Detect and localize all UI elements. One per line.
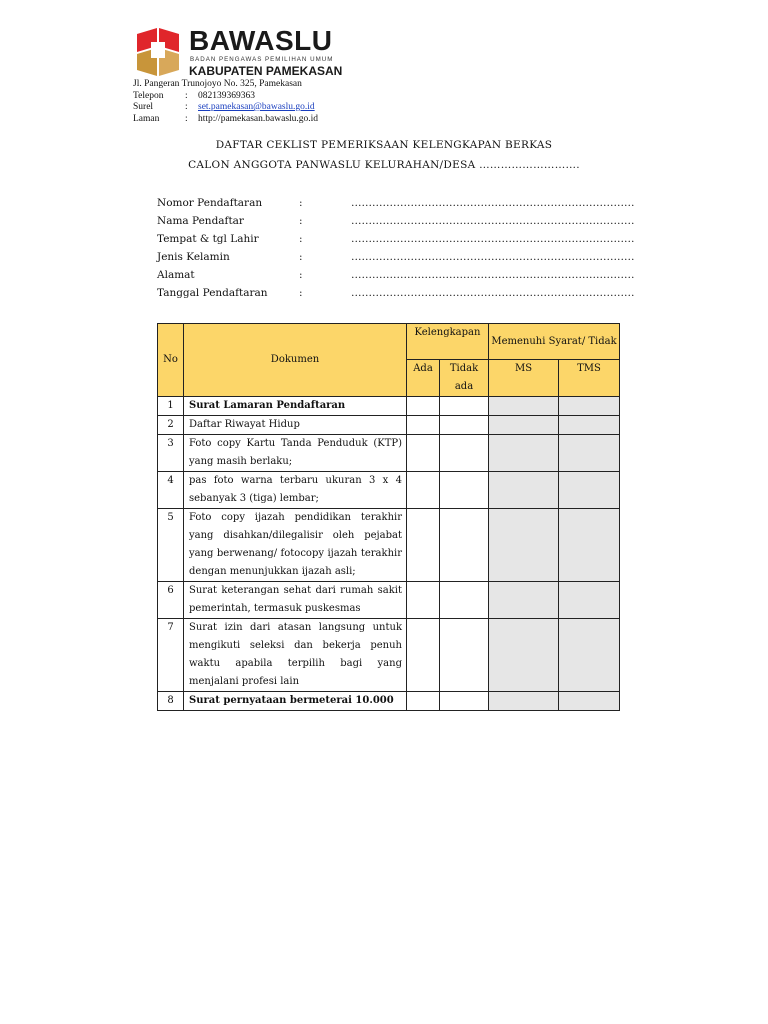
- check-tms[interactable]: [559, 416, 620, 435]
- check-tidak-ada[interactable]: [440, 472, 489, 509]
- contact-email: [133, 102, 318, 114]
- form-colon: :: [299, 287, 303, 299]
- email-link[interactable]: set.pamekasan@bawaslu.go.id: [198, 102, 315, 112]
- form-label: Jenis Kelamin: [157, 251, 230, 263]
- form-colon: :: [299, 269, 303, 281]
- logo-subtitle: BADAN PENGAWAS PEMILIHAN UMUM: [190, 56, 334, 63]
- check-tidak-ada[interactable]: [440, 435, 489, 472]
- header-tms: TMS: [559, 360, 620, 397]
- contact-label: Telepon: [133, 90, 164, 101]
- bawaslu-emblem-icon: [133, 24, 183, 80]
- check-ada[interactable]: [407, 692, 440, 711]
- row-document: Surat Lamaran Pendaftaran: [184, 397, 407, 416]
- form-row-nomor: [157, 194, 635, 212]
- row-document: Foto copy Kartu Tanda Penduduk (KTP) yang masih berlaku;: [184, 435, 407, 472]
- check-ms[interactable]: [489, 435, 559, 472]
- check-tidak-ada[interactable]: [440, 582, 489, 619]
- check-tms[interactable]: [559, 692, 620, 711]
- row-number: 7: [158, 619, 184, 692]
- table-row: [158, 582, 620, 619]
- row-document: Surat keterangan sehat dari rumah sakit pemerintah, termasuk puskesmas: [184, 582, 407, 619]
- check-tms[interactable]: [559, 619, 620, 692]
- table-row: [158, 619, 620, 692]
- row-number: 5: [158, 509, 184, 582]
- table-row: [158, 397, 620, 416]
- check-tms[interactable]: [559, 397, 620, 416]
- check-tidak-ada[interactable]: [440, 619, 489, 692]
- check-ms[interactable]: [489, 472, 559, 509]
- form-colon: :: [299, 197, 303, 209]
- table-row: [158, 509, 620, 582]
- form-blank-line[interactable]: ………………………………………………………………………: [351, 269, 635, 281]
- check-ada[interactable]: [407, 397, 440, 416]
- check-ada[interactable]: [407, 582, 440, 619]
- contact-sep: :: [185, 90, 188, 101]
- row-number: 8: [158, 692, 184, 711]
- contact-value: 082139369363: [198, 90, 255, 101]
- form-row-alamat: [157, 266, 635, 284]
- form-colon: :: [299, 215, 303, 227]
- check-tms[interactable]: [559, 509, 620, 582]
- check-ms[interactable]: [489, 619, 559, 692]
- check-ada[interactable]: [407, 435, 440, 472]
- check-tidak-ada[interactable]: [440, 509, 489, 582]
- form-label: Alamat: [157, 269, 195, 281]
- check-ms[interactable]: [489, 582, 559, 619]
- form-blank-line[interactable]: ………………………………………………………………………: [351, 287, 635, 299]
- document-title: DAFTAR CEKLIST PEMERIKSAAN KELENGKAPAN BERKAS: [215, 139, 553, 151]
- check-ms[interactable]: [489, 397, 559, 416]
- check-ada[interactable]: [407, 416, 440, 435]
- address-line: Jl. Pangeran Trunojoyo No. 325, Pamekasan: [133, 79, 302, 89]
- header-memenuhi: Memenuhi Syarat/ Tidak: [489, 324, 620, 360]
- form-row-jenis-kelamin: [157, 248, 635, 266]
- form-label: Tempat & tgl Lahir: [157, 233, 259, 245]
- contact-block: [133, 79, 318, 125]
- check-tms[interactable]: [559, 472, 620, 509]
- row-document: Surat pernyataan bermeterai 10.000: [184, 692, 407, 711]
- bawaslu-logo: [133, 24, 343, 80]
- contact-sep: :: [185, 113, 188, 124]
- table-row: [158, 472, 620, 509]
- check-ada[interactable]: [407, 619, 440, 692]
- header-ms: MS: [489, 360, 559, 397]
- header-kelengkapan: Kelengkapan: [407, 324, 489, 360]
- header-dokumen: Dokumen: [184, 324, 407, 397]
- table-row: [158, 416, 620, 435]
- contact-sep: :: [185, 102, 188, 112]
- check-tidak-ada[interactable]: [440, 397, 489, 416]
- row-number: 4: [158, 472, 184, 509]
- contact-label: Surel: [133, 102, 154, 112]
- row-number: 2: [158, 416, 184, 435]
- row-document: Daftar Riwayat Hidup: [184, 416, 407, 435]
- document-subtitle: CALON ANGGOTA PANWASLU KELURAHAN/DESA ……………………….: [188, 159, 580, 171]
- form-row-ttl: [157, 230, 635, 248]
- check-tidak-ada[interactable]: [440, 692, 489, 711]
- row-document: Foto copy ijazah pendidikan terakhir yang disahkan/dilegalisir oleh pejabat yang berwenang/ fotocopy ijazah terakhir dengan menunjukkan ijazah asli;: [184, 509, 407, 582]
- form-label: Tanggal Pendaftaran: [157, 287, 268, 299]
- check-tidak-ada[interactable]: [440, 416, 489, 435]
- logo-title: BAWASLU: [189, 25, 333, 56]
- check-tms[interactable]: [559, 435, 620, 472]
- form-blank-line[interactable]: ………………………………………………………………………: [351, 233, 635, 245]
- form-blank-line[interactable]: ………………………………………………………………………: [351, 251, 635, 263]
- form-label: Nomor Pendaftaran: [157, 197, 263, 209]
- contact-phone: [133, 91, 318, 103]
- logo-region: KABUPATEN PAMEKASAN: [189, 64, 343, 78]
- row-number: 3: [158, 435, 184, 472]
- row-number: 6: [158, 582, 184, 619]
- form-colon: :: [299, 233, 303, 245]
- contact-website: [133, 114, 318, 126]
- form-colon: :: [299, 251, 303, 263]
- header-ada: Ada: [407, 360, 440, 397]
- website-value: http://pamekasan.bawaslu.go.id: [198, 113, 319, 124]
- header-no: No: [158, 324, 184, 397]
- form-blank-line[interactable]: ………………………………………………………………………: [351, 215, 635, 227]
- check-ada[interactable]: [407, 509, 440, 582]
- table-row: [158, 435, 620, 472]
- row-number: 1: [158, 397, 184, 416]
- check-ms[interactable]: [489, 416, 559, 435]
- row-document: Surat izin dari atasan langsung untuk mengikuti seleksi dan bekerja penuh waktu apabila terpilih bagi yang menjalani profesi lain: [184, 619, 407, 692]
- form-row-nama: [157, 212, 635, 230]
- applicant-form: [157, 194, 635, 302]
- header-tidak-ada: Tidak ada: [440, 360, 489, 397]
- row-document: pas foto warna terbaru ukuran 3 x 4 sebanyak 3 (tiga) lembar;: [184, 472, 407, 509]
- check-ms[interactable]: [489, 692, 559, 711]
- form-row-tanggal: [157, 284, 635, 302]
- contact-label: Laman: [133, 113, 160, 124]
- check-ada[interactable]: [407, 472, 440, 509]
- check-ms[interactable]: [489, 509, 559, 582]
- check-tms[interactable]: [559, 582, 620, 619]
- table-row: [158, 692, 620, 711]
- form-label: Nama Pendaftar: [157, 215, 244, 227]
- form-blank-line[interactable]: ………………………………………………………………………: [351, 197, 635, 209]
- checklist-table: [157, 323, 620, 711]
